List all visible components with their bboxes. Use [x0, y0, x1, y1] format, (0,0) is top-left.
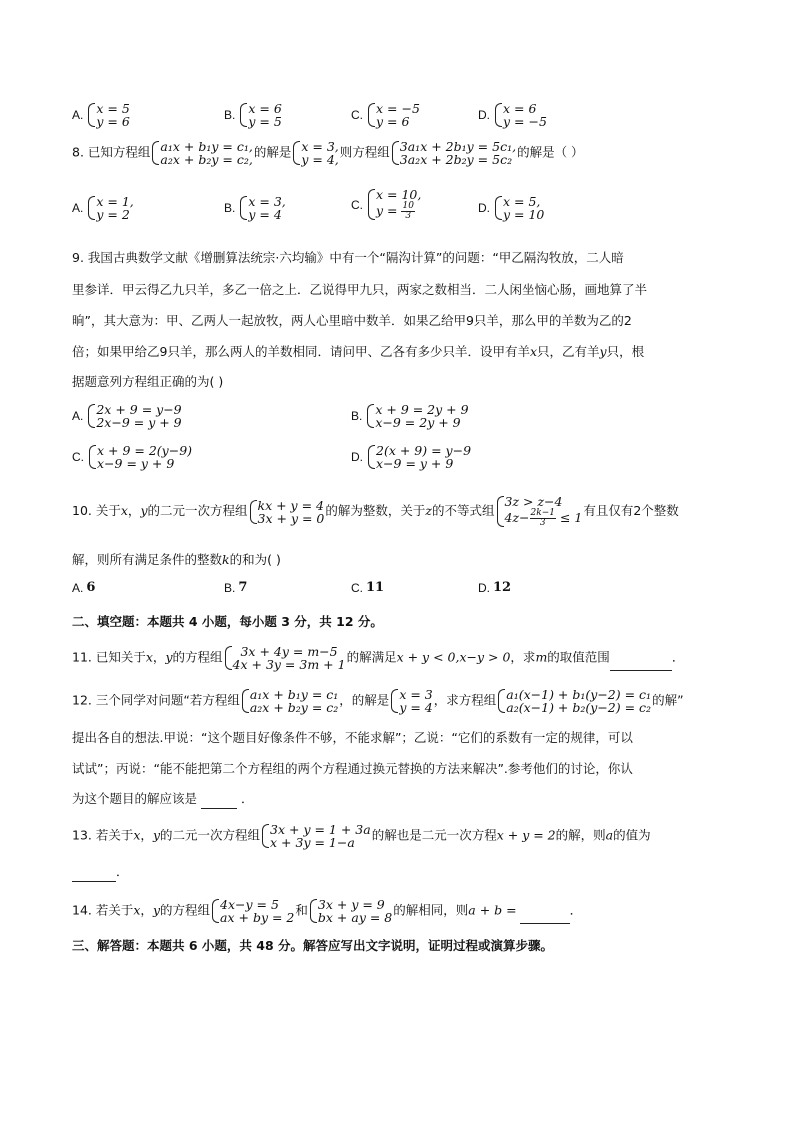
- q9-line-1: 9. 我国古典数学文献《增删算法统宗·六均输》中有一个“隔沟计算”的问题：“甲乙隔沟牧放，二人暗: [72, 250, 624, 265]
- q9-line-2: 里参详．甲云得乙九只羊，多乙一倍之上．乙说得甲九只，两家之数相当．二人闲坐恼心肠，画地算了半: [72, 282, 648, 297]
- q9-line-3: 晌”，其大意为：甲、乙两人一起放牧，两人心里暗中数羊．如果乙给甲9只羊，那么甲的羊数为乙的2: [72, 313, 632, 328]
- q13-answer-line: ．: [72, 862, 129, 882]
- q8-stem: 8. 已知方程组 a₁x + b₁y = c₁, a₂x + b₂y = c₂, 的解是 x = 3, y = 4, 则方程组 3a₁x + 2b₁y = 5c₁, 3a₂x + 2b₂y = 5c₂ 的解是（ ）: [72, 139, 584, 167]
- q7-option-b: B. x = 6 y = 5: [224, 101, 282, 129]
- q9-option-b: B. x + 9 = 2y + 9 x−9 = 2y + 9: [351, 402, 469, 430]
- q9-option-a: A. 2x + 9 = y−9 2x−9 = y + 9: [72, 402, 182, 430]
- q10-stem: 10. 关于x，y的二元一次方程组 kx + y = 4 3x + y = 0 的解为整数，关于z的不等式组 3z > z−4 4z− $\frac{2k-1}{3}$ ≤ 1 有且仅有2个整数: [72, 494, 679, 528]
- q10-option-b: B. 7: [224, 580, 248, 595]
- q7-option-d: D. x = 6 y = −5: [478, 101, 547, 129]
- q9-option-d: D. 2(x + 9) = y−9 x−9 = y + 9: [351, 443, 472, 471]
- q12-line-3: 试试”；丙说：“能不能把第二个方程组的两个方程通过换元替换的方法来解决”.参考他们的讨论，你认: [72, 761, 633, 776]
- q8-option-b: B. x = 3, y = 4: [224, 194, 286, 222]
- q10-option-a: A. 6: [72, 580, 96, 595]
- q9-option-c: C. x + 9 = 2(y−9) x−9 = y + 9: [72, 443, 193, 471]
- q8-option-a: A. x = 1, y = 2: [72, 194, 134, 222]
- q8-option-d: D. x = 5, y = 10: [478, 194, 545, 222]
- q8-option-c: C. x = 10, y = $\frac{10}{3}$: [351, 187, 422, 221]
- q7-option-a-system: x = 5 y = 6: [87, 102, 129, 128]
- q12-line-4: 为这个题目的解应该是 ．: [72, 789, 254, 809]
- q14-stem: 14. 若关于x，y的方程组 4x−y = 5 ax + by = 2 和 3x + y = 9 bx + ay = 8 的解相同，则a + b = ．: [72, 897, 583, 925]
- q12-stem: 12. 三个同学对问题“若方程组 a₁x + b₁y = c₁ a₂x + b₂y = c₂ ，的解是 x = 3 y = 4 ，求方程组 a₁(x−1) + b₁(y−2) = c₁ a₂(x−1) + b₂(y−2) = c₂ 的解”: [72, 687, 684, 715]
- q10-option-c: C. 11: [351, 580, 385, 595]
- q11-answer-blank[interactable]: [610, 656, 672, 671]
- q7-option-c: C. x = −5 y = 6: [351, 101, 420, 129]
- q10-option-d: D. 12: [478, 580, 512, 595]
- q14-answer-blank[interactable]: [520, 909, 570, 924]
- q12-line-2: 提出各自的想法.甲说：“这个题目好像条件不够，不能求解”；乙说：“它们的系数有一定的规律，可以: [72, 730, 633, 745]
- q11-stem: 11. 已知关于x，y的方程组 3x + 4y = m−5 4x + 3y = 3m + 1 的解满足x + y < 0,x−y > 0，求m的取值范围 ．: [72, 644, 685, 672]
- q7-option-a: A. x = 5 y = 6: [72, 101, 130, 129]
- q13-stem: 13. 若关于x，y的二元一次方程组 3x + y = 1 + 3a x + 3y = 1−a 的解也是二元一次方程x + y = 2的解，则a的值为: [72, 822, 651, 850]
- q9-line-4: 倍；如果甲给乙9只羊，那么两人的羊数相同．请问甲、乙各有多少只羊．设甲有羊x只，乙有羊y只，根: [72, 344, 645, 359]
- q9-line-5: 据题意列方程组正确的为( ): [72, 374, 224, 389]
- section-3-heading: 三、解答题：本题共 6 小题，共 48 分。解答应写出文字说明，证明过程或演算步骤。: [72, 938, 554, 953]
- q13-answer-blank[interactable]: [72, 867, 116, 882]
- section-2-heading: 二、填空题：本题共 4 小题，每小题 3 分，共 12 分。: [72, 614, 383, 629]
- q10-line-2: 解，则所有满足条件的整数k的和为( ): [72, 552, 281, 567]
- q12-answer-blank[interactable]: [201, 794, 237, 809]
